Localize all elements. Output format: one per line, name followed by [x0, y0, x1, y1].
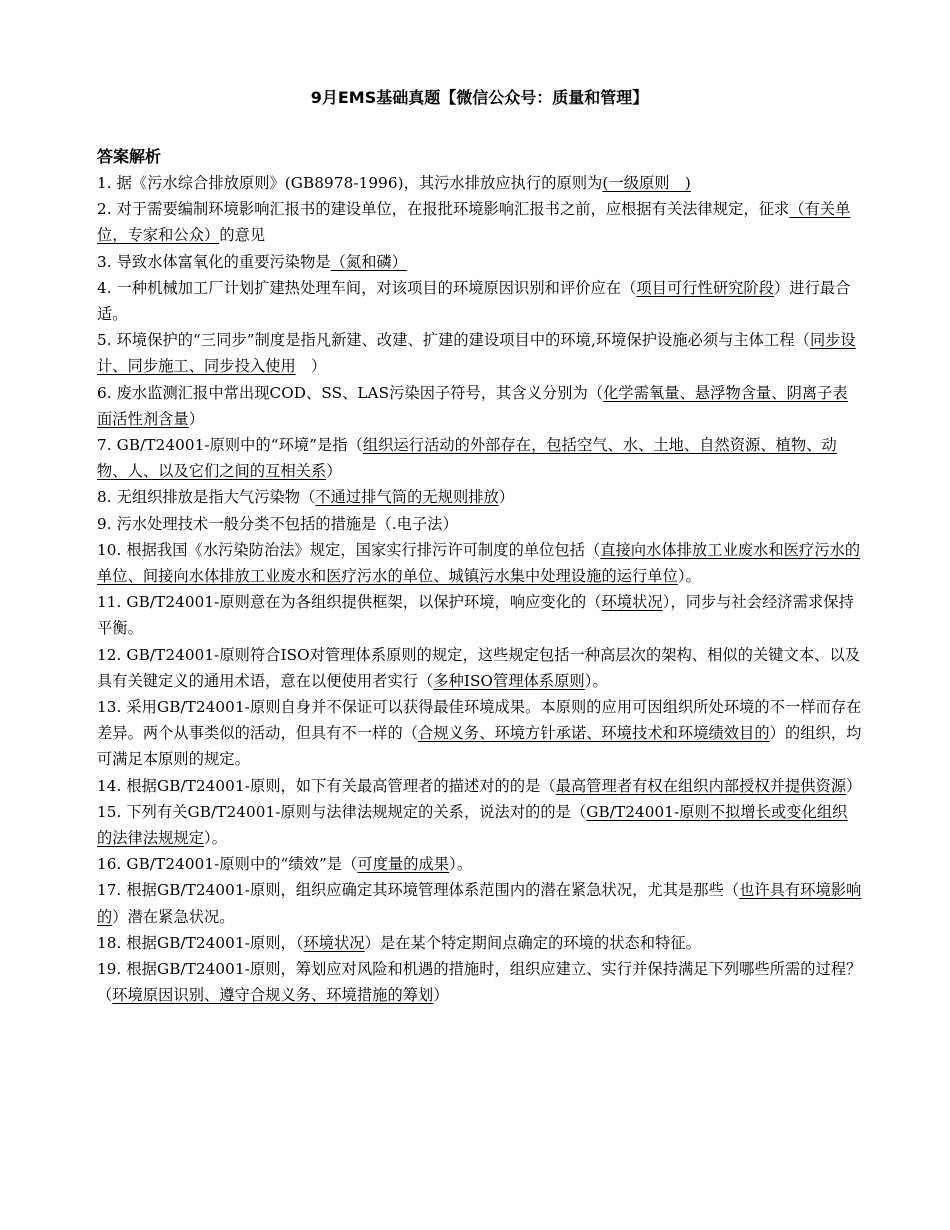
answer-text: 也许具有环境影响的	[97, 881, 862, 926]
answer-text: 同步设计、同步施工、同步投入使用	[97, 331, 856, 376]
answer-text: 多种ISO管理体系原则	[433, 671, 585, 690]
question-text: 14. 根据GB/T24001-原则，如下有关最高管理者的描述对的的是（	[97, 776, 556, 795]
question-item	[97, 799, 862, 851]
question-tail: ）	[433, 986, 449, 1005]
question-tail: 的意见	[219, 226, 266, 245]
question-tail: ）	[498, 488, 515, 507]
question-list	[97, 170, 862, 1009]
answer-text: 环境状况	[303, 933, 365, 952]
question-item	[97, 484, 862, 510]
answer-text: 项目可行性研究阶段	[636, 278, 774, 297]
question-text: 4. 一种机械加工厂计划扩建热处理车间，对该项目的环境原因识别和评价应在（	[97, 278, 637, 297]
question-item	[97, 851, 862, 877]
question-text: 17. 根据GB/T24001-原则，组织应确定其环境管理体系范围内的潜在紧急状况，尤其是那些（	[97, 881, 740, 900]
question-item	[97, 249, 862, 275]
question-tail: ）潜在紧急状况。	[112, 907, 235, 926]
question-tail: ）	[188, 409, 205, 428]
question-text: 16. GB/T24001-原则中的“绩效”是（	[97, 855, 358, 874]
question-item	[97, 380, 862, 432]
question-item	[97, 196, 862, 248]
question-item	[97, 170, 862, 196]
question-item	[97, 694, 862, 773]
question-text: 8. 无组织排放是指大气污染物（	[97, 488, 316, 507]
answer-text: 不通过排气筒的无规则排放	[315, 488, 499, 507]
question-text: 2. 对于需要编制环境影响汇报书的建设单位，在报批环境影响汇报书之前，应根据有关法律规定，征求	[97, 200, 790, 219]
question-tail: ）。	[677, 567, 701, 586]
question-item	[97, 432, 862, 484]
question-tail: ），同步与社会经济需求保持平衡。	[97, 593, 854, 638]
question-item	[97, 642, 862, 694]
question-tail: ）	[326, 462, 342, 481]
question-tail: ）。	[449, 855, 473, 874]
question-text: 1. 据《污水综合排放原则》(GB8978-1996)，其污水排放应执行的原则为	[97, 174, 603, 192]
question-text: 18. 根据GB/T24001-原则，（	[97, 933, 304, 952]
question-tail: ）是在某个特定期间点确定的环境的状态和特征。	[364, 933, 701, 952]
section-heading: 答案解析	[97, 147, 162, 166]
question-item	[97, 877, 862, 929]
question-text: 10. 根据我国《水污染防治法》规定，国家实行排污许可制度的单位包括（	[97, 540, 601, 559]
question-tail: ）。	[204, 829, 227, 848]
question-item	[97, 327, 862, 379]
question-text: 3. 导致水体富氧化的重要污染物是	[97, 252, 331, 271]
question-text: 11. GB/T24001-原则意在为各组织提供框架，以保护环境，响应变化的（	[97, 593, 602, 612]
answer-text: 可度量的成果	[357, 855, 450, 874]
question-text: 6. 废水监测汇报中常出现COD、SS、LAS污染因子符号，其含义分别为（	[97, 383, 604, 402]
question-item	[97, 511, 862, 537]
question-text: 7. GB/T24001-原则中的“环境”是指（	[97, 436, 363, 455]
question-text: 13. 采用GB/T24001-原则自身并不保证可以获得最佳环境成果。本原则的应用可因组织所处环境的不一样而存在差异。两个从事类似的活动，但具有不一样的（	[97, 698, 862, 743]
question-tail: ）进行最合适。	[97, 278, 851, 324]
answer-text: 环境状况	[601, 593, 663, 612]
question-item	[97, 537, 862, 589]
question-text: 15. 下列有关GB/T24001-原则与法律法规规定的关系，说法对的的是（	[97, 802, 587, 821]
answer-text: 化学需氧量、悬浮物含量、阴离子表面活性剂含量	[97, 383, 848, 428]
question-item	[97, 773, 862, 799]
question-tail: ）。	[584, 671, 608, 690]
question-item	[97, 275, 862, 327]
answer-text: 组织运行活动的外部存在，包括空气、水、土地、自然资源、植物、动物、人、以及它们之间的互相关系	[97, 436, 837, 481]
question-tail: ）	[846, 776, 862, 795]
answer-text: 直接向水体排放工业废水和医疗污水的单位、间接向水体排放工业废水和医疗污水的单位、城镇污水集中处理设施的运行单位	[97, 540, 861, 586]
question-tail: ）	[295, 357, 327, 376]
question-tail: ）的组织，均可满足本原则的规定。	[97, 724, 862, 769]
question-item	[97, 930, 862, 956]
answer-text: 环境原因识别、遵守合规义务、环境措施的筹划	[112, 986, 434, 1005]
question-item	[97, 589, 862, 641]
answer-text: （氮和磷）	[330, 252, 408, 271]
question-text: 12. GB/T24001-原则符合ISO对管理体系原则的规定，这些规定包括一种高层次的架构、相似的关键文本、以及具有关键定义的通用术语，意在以便使用者实行（	[97, 645, 861, 690]
answer-text: (一级原则 )	[602, 174, 691, 192]
question-text: 9. 污水处理技术一般分类不包括的措施是（.电子法）	[97, 514, 458, 533]
question-text: 5. 环境保护的“三同步”制度是指凡新建、改建、扩建的建设项目中的环境,环境保护设施必须与主体工程（	[97, 331, 810, 350]
answer-text: 合规义务、环境方针承诺、环境技术和环境绩效目的	[418, 724, 770, 743]
question-text: 19. 根据GB/T24001-原则，筹划应对风险和机遇的措施时，组织应建立、实行并保持满足下列哪些所需的过程？（	[97, 960, 862, 1005]
document-title: 9月EMS基础真题【微信公众号：质量和管理】	[310, 88, 649, 107]
question-item	[97, 956, 862, 1008]
answer-text: 最高管理者有权在组织内部授权并提供资源	[555, 776, 847, 795]
answer-text: （有关单位，专家和公众）	[97, 200, 851, 245]
answer-text: GB/T24001-原则不拟增长或变化组织的法律法规规定	[97, 802, 848, 848]
